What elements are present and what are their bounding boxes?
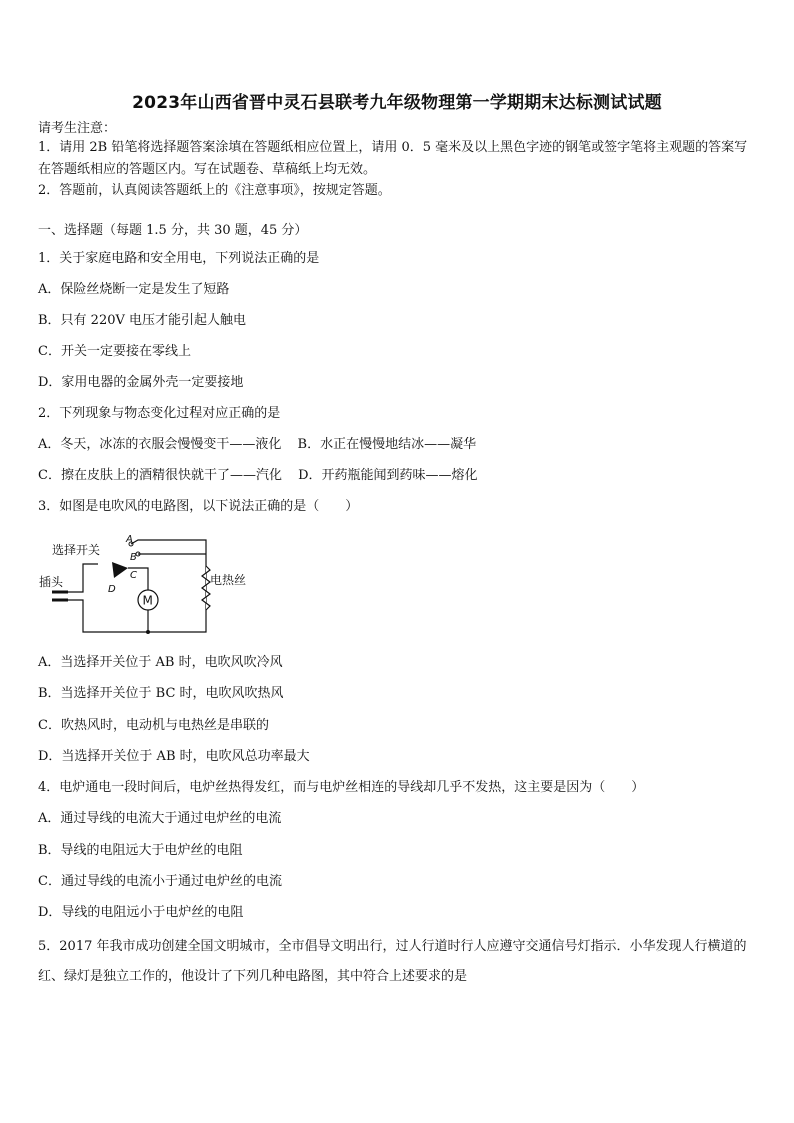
question-2-option-b[interactable]: B．水正在慢慢地结冰——凝华 [297, 437, 477, 452]
notice-heading: 请考生注意： [38, 121, 117, 136]
contact-a-label: A [126, 534, 133, 545]
question-3-stem: 3．如图是电吹风的电路图，以下说法正确的是（ ） [38, 499, 359, 514]
wire-plug-to-switch [68, 564, 98, 592]
notice-item-2: 2．答题前，认真阅读答题纸上的《注意事项》，按规定答题。 [38, 183, 391, 198]
question-4-option-a[interactable]: A．通过导线的电流大于通过电炉丝的电流 [38, 811, 282, 826]
question-4-option-b[interactable]: B．导线的电阻远大于电炉丝的电阻 [38, 843, 243, 858]
heater-label: 电热丝 [210, 573, 247, 587]
switch-blade [112, 562, 128, 578]
question-2-option-d[interactable]: D．开药瓶能闻到药味——熔化 [298, 468, 478, 483]
question-3-option-d[interactable]: D．当选择开关位于 AB 时，电吹风总功率最大 [38, 749, 310, 764]
question-2-stem: 2．下列现象与物态变化过程对应正确的是 [38, 406, 281, 421]
question-1-option-b[interactable]: B．只有 220V 电压才能引起人触电 [38, 313, 247, 328]
question-2-option-a[interactable]: A．冬天，冰冻的衣服会慢慢变干——液化 [38, 437, 282, 452]
notice-item-1: 1．请用 2B 铅笔将选择题答案涂填在答题纸相应位置上，请用 0．5 毫米及以上黑色字迹的钢笔或签字笔将主观题的答案写在答题纸相应的答题区内。写在试题卷、草稿纸上均无效。 [38, 140, 748, 177]
contact-b-label: B [130, 552, 137, 563]
section-heading: 一、选择题（每题 1.5 分，共 30 题，45 分） [38, 223, 308, 238]
question-1-option-a[interactable]: A．保险丝烧断一定是发生了短路 [38, 282, 230, 297]
question-3-option-a[interactable]: A．当选择开关位于 AB 时，电吹风吹冷风 [38, 655, 283, 670]
plug-label: 插头 [39, 575, 64, 589]
question-1-option-d[interactable]: D．家用电器的金属外壳一定要接地 [38, 375, 244, 390]
question-2-option-c[interactable]: C．擦在皮肤上的酒精很快就干了——汽化 [38, 468, 282, 483]
contact-d-label: D [108, 584, 116, 595]
question-5-stem: 5．2017 年我市成功创建全国文明城市，全市倡导文明出行，过人行道时行人应遵守交通信号灯指示．小华发现人行横道的红、绿灯是独立工作的，他设计了下列几种电路图，其中符合上述要求的是 [38, 939, 747, 984]
hair-dryer-circuit-diagram [38, 530, 268, 640]
question-3-option-b[interactable]: B．当选择开关位于 BC 时，电吹风吹热风 [38, 686, 284, 701]
question-4-option-d[interactable]: D．导线的电阻远小于电炉丝的电阻 [38, 905, 244, 920]
page-title: 2023年山西省晋中灵石县联考九年级物理第一学期期末达标测试试题 [132, 93, 662, 113]
question-1-stem: 1．关于家庭电路和安全用电，下列说法正确的是 [38, 251, 320, 266]
question-4-stem: 4．电炉通电一段时间后，电炉丝热得发红，而与电炉丝相连的导线却几乎不发热，这主要是因为（ ） [38, 780, 645, 795]
motor-label: M [142, 593, 153, 608]
question-2-options-row-1 [38, 436, 476, 454]
question-3-option-c[interactable]: C．吹热风时，电动机与电热丝是串联的 [38, 718, 269, 733]
junction-dot [146, 630, 150, 634]
question-2-options-row-2 [38, 467, 478, 485]
question-4-option-c[interactable]: C．通过导线的电流小于通过电炉丝的电流 [38, 874, 282, 889]
switch-label: 选择开关 [52, 543, 101, 557]
contact-c-label: C [130, 570, 137, 581]
question-1-option-c[interactable]: C．开关一定要接在零线上 [38, 344, 191, 359]
heater-resistor [202, 566, 210, 610]
